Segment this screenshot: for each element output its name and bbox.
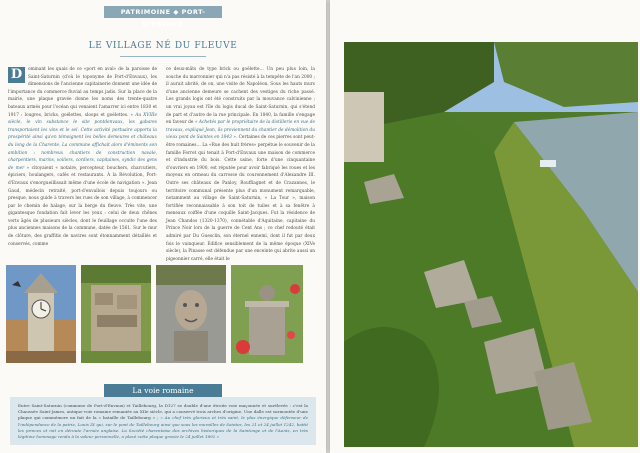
right-page [330, 0, 640, 453]
text-column-2 [166, 66, 316, 262]
sidebar-box [10, 397, 316, 445]
article-body [8, 66, 316, 262]
stone-wall-photo [81, 265, 151, 363]
title-divider [120, 56, 206, 57]
photo-strip [6, 265, 318, 363]
dropcap: D [8, 67, 25, 83]
paragraph-3: ce deux-mâts de type brick ou goélette… Un peu plus loin, la souche du marronnier qui n'a pas résisté à la tempête de l'an 2000 ; il aurait abrité, de on, une visite de Napoléon. Sous les hauts murs d'une ancienne demeure se cachent des vestiges du riche passé. Les grands logis ont été construits par la mouvance calvinienne ; un vrai joyau est l'île du logis ducal de Saint-Saturnin, qui s'étend de part et d'autre de la rue principale. En 1840, la famille s'engage en faveur de [166, 67, 315, 126]
paragraph-2: citoyaient « notaire, percepteur, bouchers, charcutiers, épiciers, boulangers, cafés et restaurants. À la Révolution, Port-d'Envaux s'enorgueillissait même d'une école de navigation ». Jean Gaud, médecin retraité, port-d'envallois depuis toujours ou presque, nous guide à travers les rues de son village, à commencer par le chemin de halage, sur la berge du fleuve. Très vite, une gigantesque fondation fait lever les yeux : celui de deux chênes verts âgés de plusieurs siècles, dont le feuillage occulte l'une des plus anciennes maisons de la commune, datée de 1561. Sur le mur de clôture, des graffitis de navires sont étonnamment détaillés et conservés, comme [8, 165, 157, 247]
section-tab: PATRIMOINE ◆ PORT-D'ENVAUX [104, 6, 222, 18]
quote-1: « Au XVIIIe siècle, le vin substance le site pontdenvaux, les gabares transportaient les vins et le sel. Cette activité portuaire apporta la prospérité ainsi qu'en témoignent les belles demeures et châteaux du long de la Charente. La commune affichait alors d'éminents son ambition : nombreux chantiers de construction navale, charpentiers, marins, voiliers, cordiers, capitaines, syndic des gens de mer » [8, 112, 158, 171]
article-title: LE VILLAGE NÉ DU FLEUVE [88, 41, 238, 51]
stone-fountain-photo [231, 265, 303, 363]
stone-lion-photo [156, 265, 226, 363]
river-bank-photo [344, 42, 638, 447]
sidebar-title: La voie romaine [104, 384, 222, 398]
quote-2: « Achetés par le propriétaire de la distillerie en vue de travaux, expliqué Jean, ils proviennent du chantier de démolition du vieux pont de Saintes en 1843 ». [166, 120, 315, 141]
paragraph-4: Certaines de ces pierres sont peut-être romaines… La «Rue des huit frères» perpétue le souvenir de la famille Ferret qui tenait à Port-d'Envaux une maison de commerce et d'industrie du bois. Cette usine, forte d'une cinquantaine d'ouvriers en 1900, est réputée pour avoir fabriqué les roues et les moyeux en ormeau du carrosse du couronnement d'Alexandre III. Outre ses châteaux de Panloy, Rouffiagnet et de Crazannes, le territoire communal présente plus d'un monument remarquable, notamment au village de Saint-Saturnin, « La Tour », maison fortifiée reconnaissable à son toit de tuiles et à sa fenêtre à meneaux coiffée d'une coquille Saint-Jacques. Fut la résidence de Jean Chandos (1320-1370), connétable d'Aquitaine, capitaine du Prince Noir lors de la guerre de Cent Ans ; ce chef redouté était admiré par Du Guesclin, son éternel ennemi, dont il fut par deux fois le vainqueur. Édifice sensiblement de la même époque (XIVe siècle), la Pinasse est défendue par une enceinte qui abrite aussi un pigeonnier carré, elle était le [166, 135, 316, 262]
clock-tower-photo [6, 265, 76, 363]
paragraph-1: ominant les quais de ce «port en aval» de la paroisse de Saint-Saturnin (d'où le toponyme de Port-d'Envaux), les dimensions de l'ancienne capitainerie donnent une idée de l'importance du commerce fluvial au temps jadis. Sur la place de la mairie, une plaque gravée donne les noms des trente-quatre bateaux armés pour l'océan qui venaient l'amarrer ici entre 1830 et 1917 : lougres, bricks, goélettes, sloops et goélettes. [8, 67, 157, 118]
sidebar-text: Entre Saint-Saturnin (commune de Port-d'Envaux) et Taillebourg, la D127 se double d'une étroite voie maçonnée et surélevée : c'est la Chaussée Saint-James, antique voie romaine remaniée au XIIe siècle, qui a conservé trois arches d'origine. Une dalle est surmontée d'une plaque qui commémore un fait de la « bataille de Taillebourg » ; [18, 403, 308, 421]
text-column-1 [8, 66, 157, 256]
sidebar-quote: « Au chef très glorieux et très saint, le plus énergique défenseur de l'indépendance de la patrie, Louis IX qui, sur le pont de Taillebourg ainsi que sous les murailles de Saintes, les 21 et 24 juillet 1242, battit les princes et mit en déroute l'armée anglaise. La Société charentaise des archives historiques de la Saintonge et de l'Aunis, en très légitime hommage rendu à la valeur personnelle, a placé cette plaque gravée le 24 juillet 1892 » [18, 415, 308, 440]
